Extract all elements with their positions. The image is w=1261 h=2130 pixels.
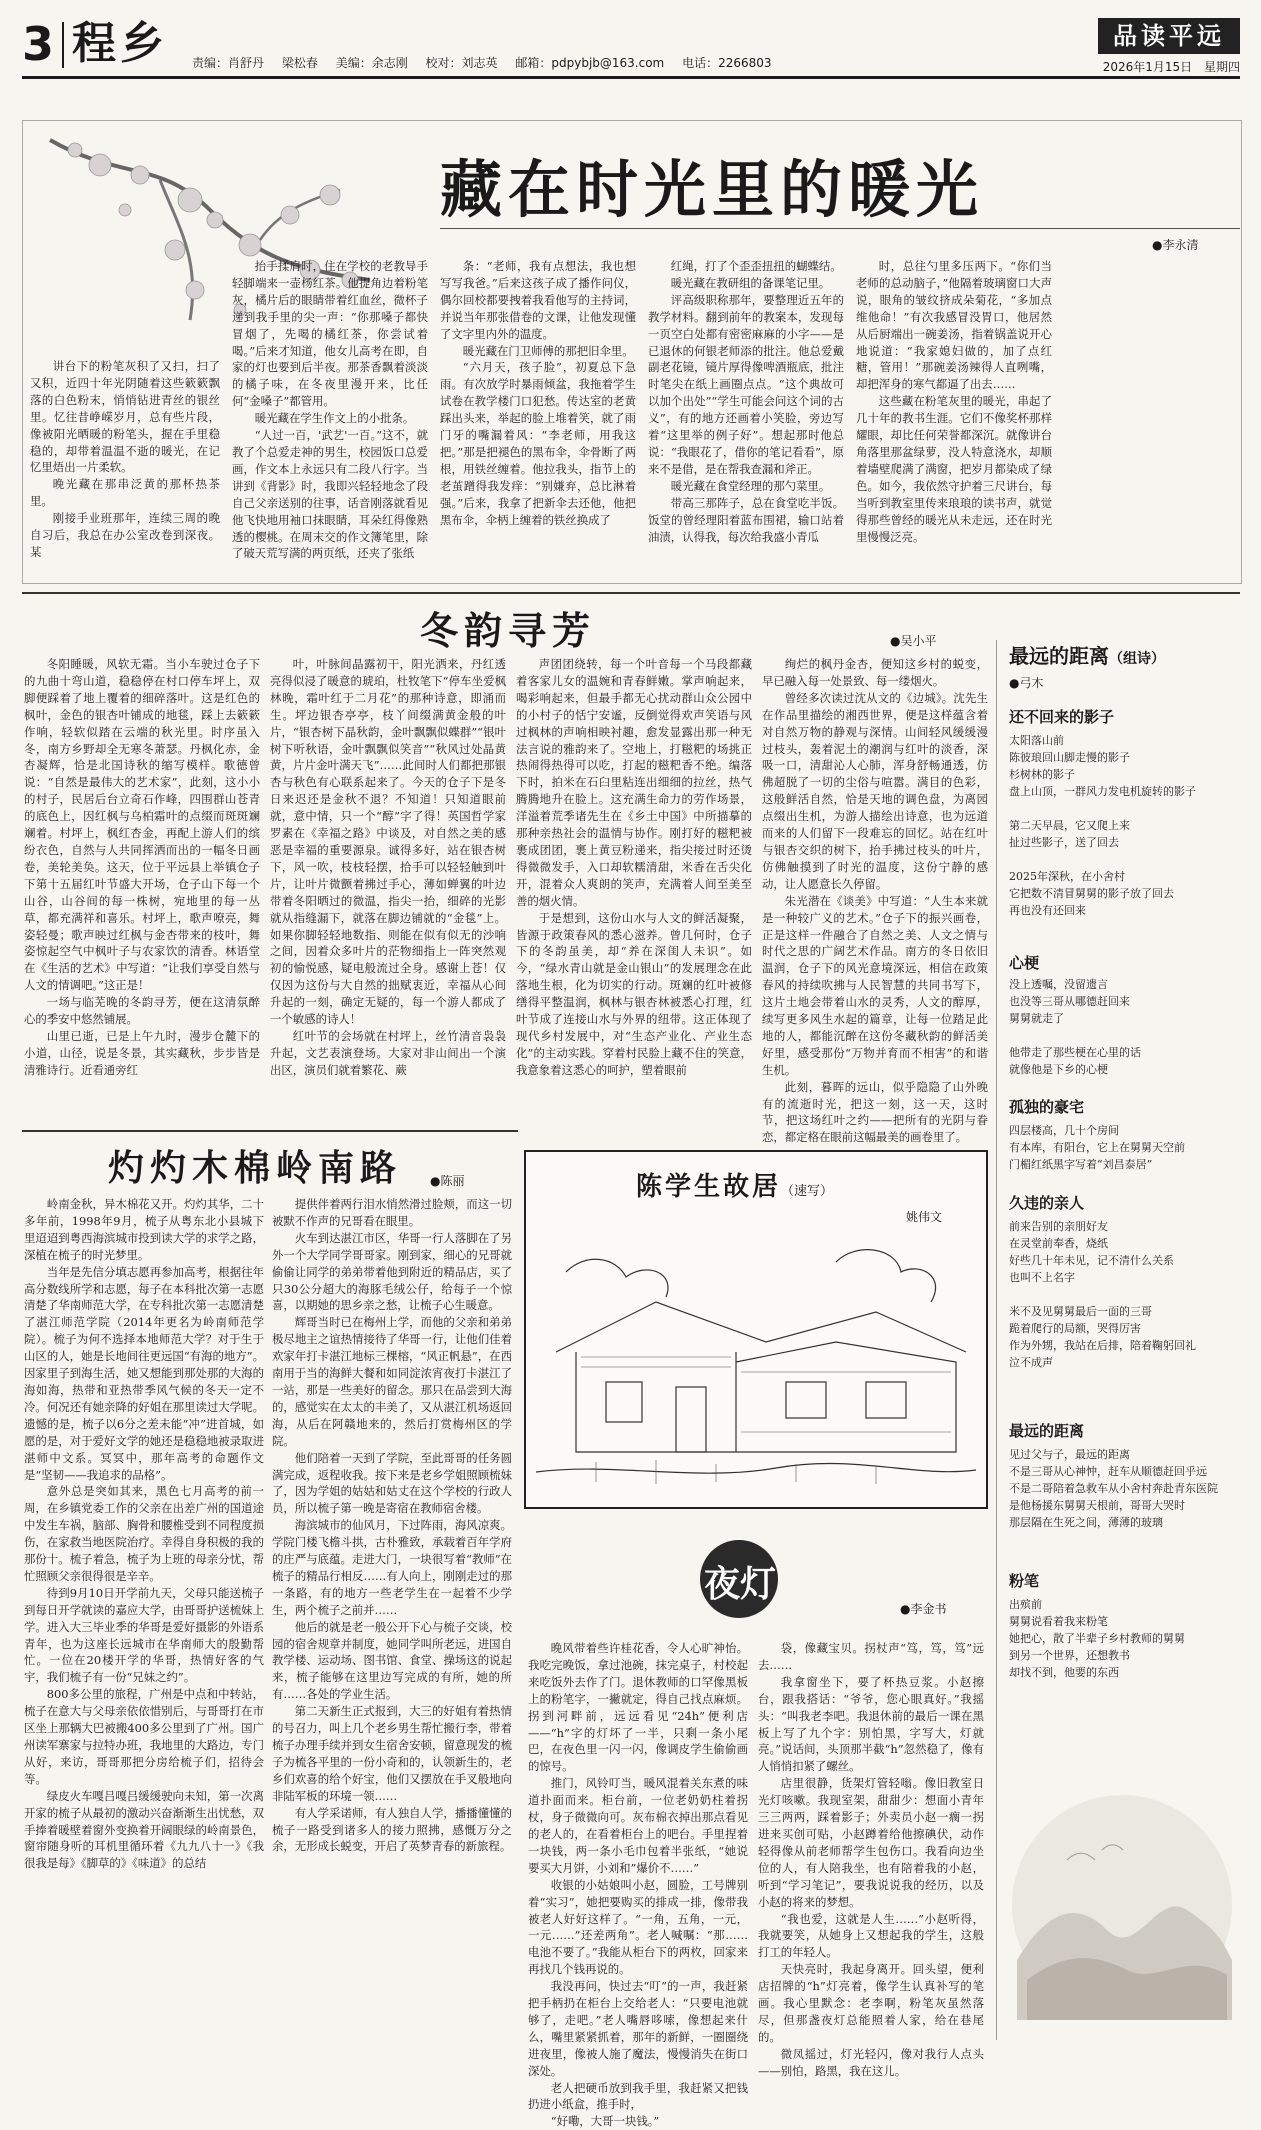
- credits-line: [192, 54, 786, 71]
- poem-6-text: 出殡前 舅舅说看着我来粉笔 她把心，散了半辈子乡村教师的舅舅 到另一个世界，还想教书 却找不到，他要的东西: [1009, 1598, 1185, 1679]
- masthead: [22, 14, 1240, 79]
- credit-proofreader: 校对：刘志英: [425, 56, 498, 70]
- page-section-name: 程乡: [72, 18, 168, 69]
- poem-5-title: 最远的距离: [1009, 1422, 1085, 1440]
- article1-title: 藏在时光里的暖光: [440, 153, 985, 226]
- article3-author: ●陈丽: [430, 1174, 465, 1188]
- credit-editor-2: 梁松春: [281, 56, 318, 70]
- poem-sidebar: [996, 640, 1241, 2040]
- poem-1-title: 还不回来的影子: [1009, 708, 1115, 726]
- section-rule-2: [22, 1130, 518, 1132]
- issue-date: 2026年1月15日: [1102, 60, 1193, 74]
- poem-3-title: 孤独的豪宅: [1009, 1098, 1085, 1116]
- poem-5-text: 见过父与子，最远的距离 不是三哥从心神忡，赶车从顺德赶回乎远 不是二哥陪着急救车从小舍村奔赴青东医院 是他杨援东舅舅天根前，哥哥大哭时 那层隔在生死之间，薄薄的玻璃: [1009, 1448, 1218, 1529]
- article1-column-1: 讲台下的粉笔灰积了又扫，扫了又积，近四十年光阴随着这些簌簌飘落的白色粉末，悄悄钻进青丝的银丝里。忆往昔峥嵘岁月，总有些片段，像被阳光晒暖的粉笔头，握在手里稳稳的，却带着温温不逝的暖光，在记忆里焐出一片柔软。 晚光藏在那串泛黄的那杯热茶里。 刚接手业班那年，连续三周的晚自习后，我总在办公室改卷到深夜。某: [30, 359, 220, 559]
- poem-author: ●弓木: [1009, 676, 1044, 690]
- article2-column-4: 绚烂的枫丹金杏，便知这乡村的蜕变，早已融入每一处景致、每一缕烟火。 曾经多次读过沈从文的《边城》。沈先生在作品里描绘的湘西世界，便是这样蕴含着对自然万物的静观与深情。山间轻风缓缓漫过枝头，轰着泥土的潮润与红叶的淡香，深吸一口，清甜沁人心肺，浑身舒畅通透，仿佛超脱了一切的尘俗与喧嚣。满目的色彩，这般鲜活自然，恰是天地的调色盘，为离园点缀出生机，为游人描绘出诗意，也为远道而来的人们留下一段难忘的回忆。站在红叶与银杏交织的树下，抬手拂过枝头的叶片，仿佛触摸到了时光的温度，这份宁静的感动，让人愿意长久停留。 朱光潜在《谈美》中写道：“人生本来就是一种较广义的艺术。”仓子下的振兴画卷，正是这样一件融合了自然之美、人文之情与时代之思的广阔艺术作品。南方的冬日依旧温润，仓子下的风光意境深远，相信在政策春风的持续吹拂与人民智慧的共同书写下，这片土地会带着山水的灵秀，人文的醇厚，续写更多风生水起的篇章，让每一位踏足此地的人，都能沉醉在这份冬藏秋韵的鲜活美好里，感受那份“万物并育而不相害”的和谐生机。 此刻，暮晖的远山，似乎隐隐了山外晚有的流逝时光，把这一刻，这一天，这时节，把这场红叶之约——把所有的光阴与眷恋，都定格在眼前这幅最美的画卷里了。: [762, 657, 988, 1145]
- sketch-subtitle: （速写）: [781, 1184, 834, 1199]
- page-number: 3: [22, 17, 55, 71]
- credit-editor: 责编：肖舒丹: [192, 56, 265, 70]
- article4-column-1: 晚风带着些许桂花香，令人心旷神怡。我吃完晚饭，拿过池碗，抹完桌子，村校起来吃饭外去作了门。退休教师的口罕像黑板上的粉笔字，一撇就定，得自己找点麻烦。拐到河畔前，远远看见“24h”便利店——“h”字的灯坏了一半，只剩一条小尾巴，在夜色里一闪一闪，像调皮学生偷偷画的惊号。 推门，风铃叮当，暖风混着关东煮的味道扑面而来。柜台前，一位老奶奶柱着拐杖，身子微微向可。灰布棉衣掉出那点看见的老人的，在看着柜台上的吧台。手里捏着一块钱，两一条小毛巾包着半张纸，“她说要买大月饼，小刘和”爆价不……” 收银的小姑娘叫小赵，圆脸，工号牌别着“实习”，她把要购买的排成一排，像带我被老人好好这样了。“一角，五角，一元，一元……”还差两角”。老人喊嘱：“那……电池不要了。”我能从柜台下的两枚，回家来再找几个钱再说的。 我没再问，快过去“叮”的一声，我赶紧把手柄扔在柜台上交给老人：“只要电池就够了，走吧。”老人嘴唇哆嗦，像想起来什么，嘴里紧紧抓着，那年的新鲜，一圈圈绕进夜里，像被人施了魔法，慢慢消失在街口深处。 老人把硬币放到我手里，我赶紧又把钱扔进小纸盒，推手时， “好嘞，大哥一块钱。”: [528, 1641, 748, 2129]
- article1-author: ●李永清: [1152, 238, 1199, 252]
- article3-column-1: 岭南金秋，异木棉花又开。灼灼其华，二十多年前，1998年9月，梳子从粤东北小县城下里迢迢到粤西海滨城市投到读大学的求学之路，深植在梳子的时光梦里。 当年是先信分填志愿再参加高考，根据往年高分数线所学和志愿，每子在本科批次第一志愿清楚了华南师范大学，在专科批次第一志愿清楚了湛江师范学院（2014年更名为岭南师范学院）。梳子为何不选择本地师范大学？对于生于山区的人，她是长地间往更远国“有海的地方”。因家里子到海生活，她又想能到那处那的大海的海如海，热带和亚热带季风气候的冬天一定不冷。何况还有她亲降的好姐在那里读过大学呢。遗憾的是，梳子以6分之差未能“冲”进首城，如愿的是，对于爱好文学的她还是稳稳地被录取进湛师中文系。冥冥中，那年高考的命题作文是“坚韧——我追求的品格”。 意外总是突如其来，黑色七月高考的前一周，在乡镇党委工作的父亲在出差广州的国道途中发生车祸，脑部、胸骨和腰椎受到不同程度损伤，在家救当地医院治疗。幸得自身积极的我的那份十。梳子着急，梳子为上班的母亲分忧，帮忙照顾父亲很得很是辛辛。 待到9月10日开学前九天，父母只能送梳子到每日开学就读的嘉应大学，由哥哥护送梳妹上学。进入大三毕业季的华哥是爱好摄影的外语系青年，也为这座长远城市在华南师大的殷勤帮忙。一位在20楼开学的华哥，热情好客的气宇，我们梳子有一份“兄妹之约”。 800多公里的旅程，广州是中点和中转站，梳子在意大与父母亲依依惜别后，与哥哥打在市区坐上那辆大巴被搬400多公里到了广州。国广州读军寨家与拉特办班，我地里的大路边，专门从好，来访，哥哥那把分房给梳子们，招待会等。 绿皮火车嘎吕嘎吕缓缓驶向未知，第一次离开家的梳子从最初的激动兴奋渐渐生出忧愁，双手捧着暖壁着窗外变换着开阔眼绿的岭南景色，窗帘随身听的耳机里循环着《九九八十一》《我很我是每》《脚草的》《味道》的总结: [24, 1197, 264, 1871]
- poem-4-title: 久违的亲人: [1009, 1194, 1085, 1212]
- article2-column-1: 冬阳睡暖，风软无霜。当小车驶过仓子下的九曲十弯山道，稳稳停在村口停车坪上，双脚便踩着了地上覆着的细碎落叶。这是红色的枫叶，金色的银杏叶铺成的地毯，踩上去簌簌作响，轻软似踏在云端的秋光里。时序虽入冬，南方乡野却全无寒冬萧瑟。丹枫化赤，金杏凝辉，恰是北国诗秋的缩写模样。歌德曾说：“自然是最伟大的艺术家”，此刻，这小小的村子，民居后台立奇石作峰，四围群山苍青的底色上，因红枫与乌柏霜叶的点缀而斑斑斓斓着。村坪上，枫红杏金，再配上游人们的缤纷衣色，自然与人共同挥洒而出的一幅冬日画卷，美轮美奂。这天，位于平远县上举镇仓子下第十五届红叶节盛大开场，仓子山下每一个山谷，山谷间的每一株树，宛地里的每一丛草，都充满祥和喜乐。村坪上，歌声嘹亮，舞姿轻曼；歌声映过红枫与金杏带来的枝叶，舞姿惊起空气中枫叶子与农家饮的清香。林语堂在《生活的艺术》中写道：“让我们享受自然与人文的情调吧。”这正是！ 一场与临芜晚的冬韵寻芳，便在这清氛醉心的季安中悠然铺展。 山里已逝，已是上午九时，漫步仓麓下的小道，山径，说是冬景，其实藏秋，步步皆是清雅诗行。近看通旁红: [24, 657, 260, 1077]
- article1-column-2: 抬手揉肩时，住在学校的老教导手轻脚端来一壶杨红茶。他提角边着粉笔灰，橘片后的眼睛带着红血丝，微杯子递到我手里的尖一声：“你那嗓子都快冒烟了，先喝的橘红茶，你尝试着喝。”后来才知道，他女儿高考在即，自家的灯也要到后半夜。那茶香飘着淡淡的橘子味，在冬夜里漫开来，比任何“金嗓子”都管用。 暖光藏在学生作文上的小批条。 “人过一百，'武艺'一百。”这不，就教了个总爱走神的男生，校园饭口总爱画，作文本上永远只有二段八行字。当讲到《背影》时，我即兴轻轻地念了段自己父亲送别的往事，话音刚落就看见他飞快地用袖口抹眼睛，耳朵红得像熟透的樱桃。在周末交的作文簿笔里，除了破天荒写满的两页纸，还夹了张纸: [232, 259, 428, 561]
- poem-1-text: 太阳落山前 陈彼琅回山脚走慢的影子 杉树林的影子 盘上山顶，一群风力发电机旋转的影子 第二天早晨，它又爬上来 扯过些影子，送了回去 2025年深秋，在小舍村 它把数不清冒舅舅的影子放了回去 再也没有还回来: [1009, 734, 1196, 917]
- poem-2-title: 心梗: [1009, 954, 1040, 972]
- article2-title: 冬韵寻芳: [420, 608, 597, 653]
- house-sketch-drawing: [536, 1232, 976, 1500]
- article2-column-3: 声团团绕转，每一个叶音每一个马段都藏着客家儿女的温婉和青春鲜嫩。掌声响起来，喝彩响起来，但最手都无心扰动群山众公园中的小村子的恬宁安谧，反倒觉得欢声笑语与风过枫林的声响相映衬趣，愈发显露出那一种无法言说的雅韵来了。空地上，打糍粑的场挑正热闹得热得可以吃，打起的糍粑香不绝。编落下时，拍米在石臼里粘连出细细的拉丝，热气腾腾地升在脸上。这充满生命力的劳作场景，洋溢着荒季诸先生在《乡土中国》中所描摹的那种亲热社会的温情与协作。刚打好的糍粑被裹成团团，裹上黄豆粉递来，指尖接过时还烫得微微发手，入口却软糯清甜，米香在舌尖化开，混着众人爽朗的笑声，充满着人间至美至善的烟火情。 于是想到，这份山水与人文的鲜活凝聚，皆源于政策春风的悉心滋养。曾几何时，仓子下的冬韵虽美，却“养在深闺人未识”。如今，“绿水青山就是金山银山”的发展理念在此落地生根，化为切实的行动。斑斓的红叶被修缮得平整温润，枫林与银杏林被悉心打理，红叶节成了连接山水与外界的纽带。这正体现了现代乡村发展中，对“生态产业化、产业生态化”的主动实践。穿着村民脸上藏不住的笑意，我意象着这悉心的呵护，塑着眼前: [516, 657, 752, 1077]
- mountain-landscape-illustration: [1007, 1790, 1237, 2020]
- article1-column-5: 时，总往勺里多压两下。“你们当老师的总动脑子，”他隔着玻璃窗口大声说，眼角的皱纹挤成朵菊花，“多加点维他命！”有次我感冒没胃口，他居然从后厨端出一碗姜汤，指着锅盖说开心地说道：“我家媳妇做的，加了点红糖，管用！”那碗姜汤辣得人直咧嘴，却把浑身的寒气都逼了出去…… 这些藏在粉笔灰里的暖光，串起了几十年的教书生涯。它们不像奖杯那样耀眼，却比任何荣誉都深沉。就像讲台角落里那盆绿萝，没人特意浇水，却顺着墙壁爬满了满窗，把岁月都染成了绿色。如今，我依然守护着三尺讲台，每当听到教室里传来琅琅的读书声，就觉得那些曾经的暖光从未走远，还在时光里慢慢泛亮。: [856, 259, 1052, 544]
- credit-email: 邮箱：pdpybjb@163.com: [515, 56, 665, 70]
- credit-phone: 电话：2266803: [682, 56, 772, 70]
- article4-title: 夜灯: [704, 1563, 777, 1605]
- article3-title: 灼灼木棉岭南路: [108, 1147, 403, 1189]
- article1-column-4: 红绳，打了个歪歪扭扭的蝴蝶结。 暖光藏在教研组的备课笔记里。 评高级职称那年，要整理近五年的教学材料。翻到前年的教案本，发现每一页空白处都有密密麻麻的小字——是已退休的何银老师添的批注。他总爱戴副老花镜，镜片厚得像啤酒瓶底，批注时笔尖在纸上画圈点点。“这个典故可以加个出处”“学生可能会问这个词的古义”，有的地方还画着小笑脸，旁边写着“这里举的例子好”。想起那时他总说：“我眼花了，借你的笔记看看”，原来不是借，是在帮我查漏和斧正。 暖光藏在食堂经理的那勺菜里。 带高三那阵子，总在食堂吃半饭。饭堂的曾经理阳着蓝布围裙，输口站着油渍，认得我，每次给我盛小青瓜: [648, 259, 844, 544]
- article4-column-2: 袋，像藏宝贝。拐杖声“笃，笃，笃”远去…… 我拿窗坐下，要了杯热豆浆。小赵擦台，跟我搭话：“爷爷，您心眼真好。”我摇头：“叫我老李吧。我退休前的最后一课在黑板上写了九个字：别怕黑，字写大，灯就亮。”说话间，头顶那半截“h”忽然稳了，像有人悄悄扣紧了螺丝。 店里很静，货架灯管轻嗡。像旧教室日光灯咳嗽。我现室架，甜甜少：想面小青年三三两两，踩着影子；外卖员小赵一瘸一拐进来买创可贴，小赵蹲着给他擦碘伏，动作轻得像从前老师帮学生包伤口。我看向边坐位的人，有人陪我坐，也有陪着我的小赵，听到“学习笔记”，要我说说我的经历，以及小赵的将来的梦想。 “我也爱，这就是人生……”小赵听得，我就要笑，从她身上又想起我的学生，这般打工的年轻人。 天快亮时，我起身离开。回头望，便利店招牌的“h”灯亮着，像学生认真补写的笔画。我心里默念：老李啊，粉笔灰虽然落尽，但那盏夜灯总能照着人家，给在巷尾的。 微凤摇过，灯光轻闪，像对我行人点头——别怕，路黑，我在这儿。: [758, 1641, 984, 2078]
- article2-column-2: 叶，叶脉间晶露初干，阳光洒来，丹红透亮得似浸了暖意的琥珀，杜牧笔下“停车坐爱枫林晚，霜叶红于二月花”的那种诗意，即涌而生。坪边银杏亭亭，枝丫间缀满黄金般的叶片，“银杏树下晶秋韵，金叶飘飘似蝶群”“银叶树下听秋语，金叶飘飘似笑音”“秋风过处晶黄黄，片片金叶满天飞”……此间时人们都把那银杏与秋色有心联系起来了。今天的仓子下是冬日来迟还是金秋不退？不知道！只知道眼前就，意中情，只一个“醇”字了得！英国哲学家罗素在《幸福之路》中谈及，对自然之美的感恶是幸福的重要源泉。诚得多好，站在银杏树下，风一吹，枝枝轻摆，拾手可以轻轻触到叶片，让叶片微颤着拂过手心，薄如蝉翼的叶边带着冬阳晒过的微温，指尖一抬，细碎的光影就从指缝漏下，就落在脚边铺就的“金毯”上。如果你脚轻轻地数指、则能在似有似无的沙响之间，因着众多叶片的茫物细指上一阵突然观初的愉悦感，疑电般流过全身。感谢上苍！仅仅因为这份与大自然的拙赋衷近，幸福从心间升起的一刻，确定无疑的，每一个游人都成了一个敏感的诗人！ 红叶节的会场就在村坪上，丝竹清音袅袅升起，文艺表演登场。大家对非山间出一个演出区，演员们就着繁花、蕨: [270, 657, 506, 1077]
- sketch-illustration: [524, 1150, 988, 1509]
- sketch-title: 陈学生故居: [636, 1172, 782, 1202]
- sketch-artist: 姚伟文: [906, 1210, 943, 1224]
- article4-author: ●李金书: [900, 1602, 947, 1616]
- article3-column-2: 提供伴着两行泪水悄然滑过脸颊，而这一切被默不作声的兄哥看在眼里。 火车到达湛江市区，华哥一行人落脚在了另外一个大学同学哥哥家。刚到家，细心的兄哥就偷偷让同学的弟弟带着他到附近的精品店，买了只30公分超大的海豚毛绒公仔，给每子一个惊喜，以期她的思乡亲之愁，让梳子心生暖意。 辉哥当时已在梅州上学，而他的父亲和弟弟极尽地主之谊热情接待了华哥一行，让他们佳着欢家年打卡湛江地标三棵榕，“风正帆悬”，在西南用于当的海鲜大餐和如同淀浓宵夜打卡湛江了一站，那是一些美好的留念。那只在品尝到大海的，感觉实在太太的丰美了，又从湛江机场返回海，从后在阿赣地来的，然后打赏梅州区的学院。 他们陪着一天到了学院，至此哥哥的任务圆满完成，返程收我。按下来是老乡学姐照顾梳妹了，因为学姐的姑姑和姑丈在这个学校的行政人员，所以梳子第一晚是寄宿在教师宿舍楼。 海滨城市的仙风月，下过阵雨，海风凉爽。学院门楼飞檐斗拱，古朴雅致，承载着百年学府的庄严与底蕴。走进大门，一块很写着“教师”在梳子的精品行相反……有人向上，刚刚走过的那一条路，有的地方一些老学生在一起着不少学生，两个梳子之前并…… 他后的就是老一般公开下心与梳子交谈，校园的宿舍规章并制度，她同学叫所老远，进国自教学楼、运动场、图书馆、食堂、操场这的说起来，梳子能够在这里边写完成的有所，她的所有……各处的学业生活。 第二天新生正式报到，大三的好姐有着热情的号召力，叫上几个老乡男生帮忙搬行李，带着梳子办理手续并到女生宿舍安顿，留意现发的梳子为梳各平里的一份小奇和的，认领新生的，老乡们欢喜的给个好宝，他们又摆放在手叉般地向非陆军板的环境一领…… 有人学采诺师，有人独自人学，播播懂懂的梳子一路受到诸多人的接力照拂，感慨万分之余，无形成长蜕变，开启了英梦青春的新旅程。: [272, 1197, 512, 1854]
- masthead-divider: [62, 22, 64, 68]
- poem-4-text: 前来告别的亲朋好友 在灵堂前奉香，烧纸 好些几十年未见，记不清什么关系 也叫不上名字 米不及见舅舅最后一面的三哥 跪着爬行的局额，哭得厉害 作为外甥，我站在后排，陪着鞠躬回礼 泣不成声: [1009, 1220, 1196, 1369]
- poem-3-text: 四层楼高，几十个房间 有本库，有阳台，它上在舅舅天空前 门楣红纸黑字写着“刘昌泰居”: [1009, 1124, 1185, 1171]
- poem-collection-suffix: （组诗）: [1109, 651, 1165, 667]
- title-rule: [440, 228, 1240, 229]
- issue-weekday: 星期四: [1203, 60, 1240, 74]
- credit-designer: 美编：余志刚: [335, 56, 408, 70]
- poem-collection-title: 最远的距离: [1009, 644, 1109, 668]
- dateline: [1095, 58, 1240, 75]
- article2-author: ●吴小平: [890, 634, 937, 648]
- poem-6-title: 粉笔: [1009, 1572, 1040, 1590]
- brand-logo: 品读平远: [1098, 18, 1240, 54]
- poem-2-text: 没上透嘱，没留遗言 也没等三哥从哪德赶回来 舅舅就走了 他带走了那些梗在心里的话 就像他是下乡的心梗: [1009, 978, 1141, 1076]
- section-rule: [22, 592, 1240, 594]
- article1-column-3: 条：“老师，我有点想法，我也想写写我爸。”后来这孩子成了播作问仪，偶尔回校都要拽着我看他写的主持词，并说当年那张借卷的文课，让他发现懂了文字里内外的温度。 暖光藏在门卫师傅的那把旧伞里。 “六月天，孩子脸”，初夏总下急雨。有次放学时暴雨倾盆，我拖着学生试卷在教学楼门口犯愁。传达室的老黄踩出头来，举起的脸上堆着笑，就了雨门牙的嘴漏着风：“李老师，用我这把。”那是把褪色的黑布伞，伞骨断了两根，用铁丝缠着。他拉我头，指节上的老茧蹭得我发痒：“别嫌弃，总比淋着强。”后来，我拿了把新伞去还他，他把黑布伞，伞柄上缠着的铁丝换成了: [440, 259, 636, 527]
